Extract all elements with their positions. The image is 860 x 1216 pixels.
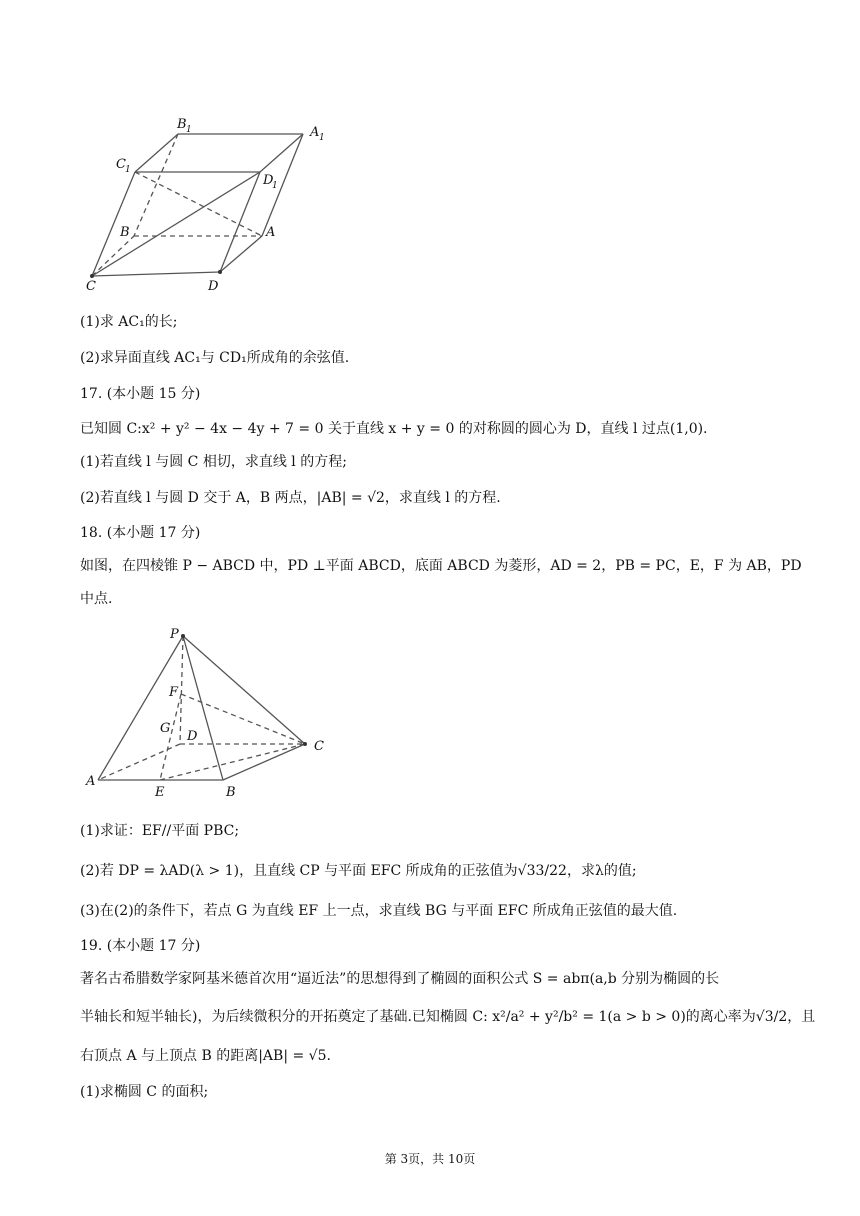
label-E: E [155,785,165,800]
q18-part1: (1)求证：EF//平面 PBC; [80,823,240,839]
q19-stem-line3: 右顶点 A 与上顶点 B 的距离|AB| = √5. [80,1048,331,1064]
q19-heading: 19. (本小题 17 分) [80,938,201,954]
q18-part3: (3)在(2)的条件下，若点 G 为直线 EF 上一点，求直线 BG 与平面 EFC 所成角正弦值的最大值. [80,903,678,919]
label-A1: A [310,125,320,140]
svg-text:1: 1 [319,133,325,143]
q18-stem-line2: 中点. [80,591,113,607]
q16-part1: (1)求 AC₁的长; [80,314,178,330]
pyramid-figure [80,620,350,805]
q18-stem-line1: 如图，在四棱锥 P − ABCD 中，PD ⊥平面 ABCD，底面 ABCD 为菱形，AD = 2，PB = PC，E，F 为 AB，PD [80,558,802,574]
q18-part2: (2)若 DP = λAD(λ > 1)，且直线 CP 与平面 EFC 所成角的正弦值为√33/22，求λ的值; [80,863,637,879]
q17-heading: 17. (本小题 15 分) [80,386,201,402]
svg-text:1: 1 [272,181,278,191]
page-footer: 第 3页，共 10页 [384,1152,476,1166]
q17-part2: (2)若直线 l 与圆 D 交于 A，B 两点，|AB| = √2，求直线 l 的方程. [80,490,501,506]
label-G: G [160,721,171,736]
q18-heading: 18. (本小题 17 分) [80,525,201,541]
label-D1: D [263,173,274,188]
label-P: P [170,627,179,642]
label-A: A [86,774,96,789]
label-B1: B [177,117,187,132]
parallelepiped-figure [80,110,350,300]
q16-part2: (2)求异面直线 AC₁与 CD₁所成角的余弦值. [80,350,350,366]
q19-stem-line2: 半轴长和短半轴长)，为后续微积分的开拓奠定了基础.已知椭圆 C: x²/a² + y²/b² = 1(a > b > 0)的离心率为√3/2，且 [80,1009,816,1025]
label-C: C [86,279,96,294]
label-C: C [314,739,324,754]
label-D: D [187,729,198,744]
label-B: B [120,225,130,240]
q17-stem: 已知圆 C:x² + y² − 4x − 4y + 7 = 0 关于直线 x + y = 0 的对称圆的圆心为 D，直线 l 过点(1,0). [80,421,708,437]
svg-text:1: 1 [186,125,192,135]
label-F: F [169,685,179,700]
q19-stem-line1: 著名古希腊数学家阿基米德首次用“逼近法”的思想得到了椭圆的面积公式 S = abπ(a,b 分别为椭圆的长 [80,971,720,987]
label-A: A [266,225,276,240]
q19-part1: (1)求椭圆 C 的面积; [80,1084,209,1100]
label-B: B [226,785,236,800]
q17-part1: (1)若直线 l 与圆 C 相切，求直线 l 的方程; [80,454,347,470]
label-C1: C [116,157,126,172]
svg-text:1: 1 [125,165,131,175]
label-D: D [208,279,219,294]
